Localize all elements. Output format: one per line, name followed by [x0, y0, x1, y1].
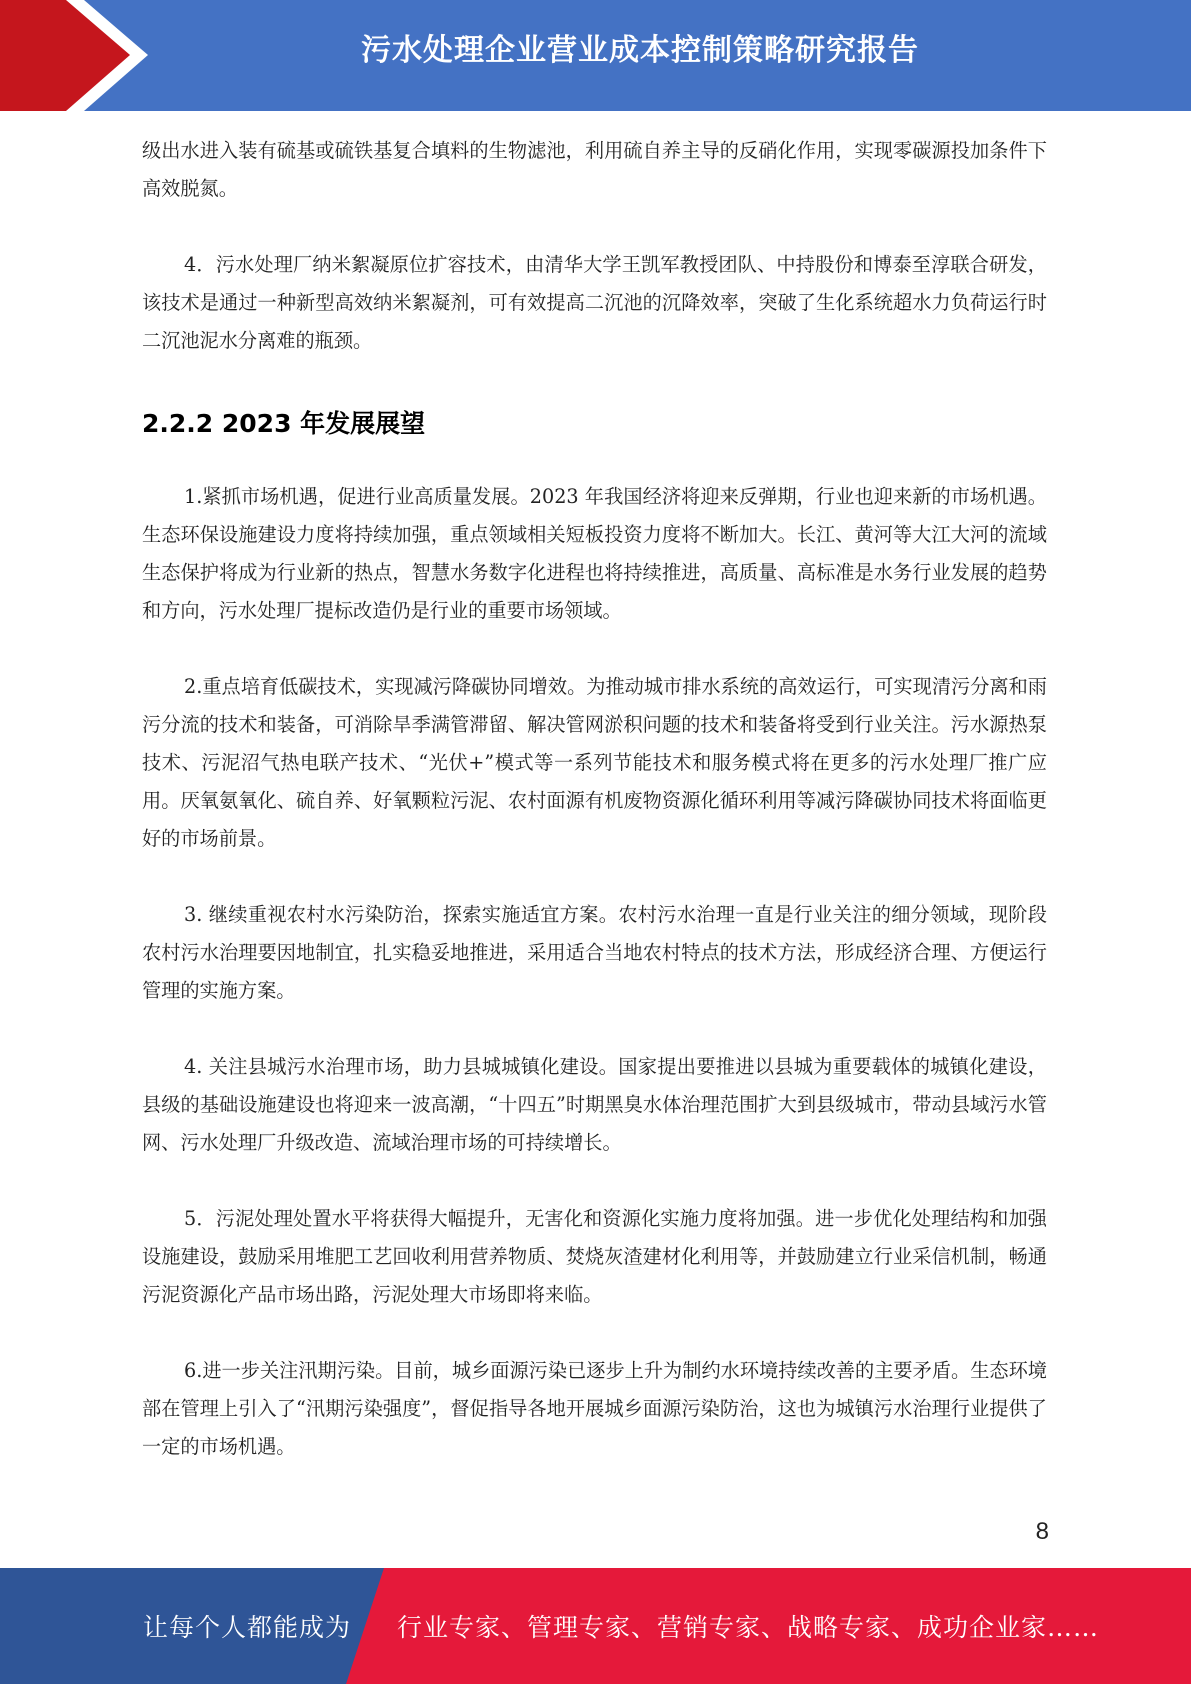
outlook-item-1: 1.紧抓市场机遇，促进行业高质量发展。2023 年我国经济将迎来反弹期，行业也迎来新的市场机遇。生态环保设施建设力度将持续加强，重点领域相关短板投资力度将不断加大。长江、黄河等大江大河的流域生态保护将成为行业新的热点，智慧水务数字化进程也将持续推进，高质量、高标准是水务行业发展的趋势和方向，污水处理厂提标改造仍是行业的重要市场领域。 [142, 485, 1047, 622]
footer-slogan-left: 让每个人都能成为 [143, 1613, 352, 1642]
outlook-item-2: 2.重点培育低碳技术，实现减污降碳协同增效。为推动城市排水系统的高效运行，可实现清污分离和雨污分流的技术和装备，可消除旱季满管滞留、解决管网淤积问题的技术和装备将受到行业关注。污水源热泵技术、污泥沼气热电联产技术、“光伏+”模式等一系列节能技术和服务模式将在更多的污水处理厂推广应用。厌氧氨氧化、硫自养、好氧颗粒污泥、农村面源有机废物资源化循环利用等减污降碳协同技术将面临更好的市场前景。 [142, 675, 1047, 850]
page-body [142, 132, 1047, 1466]
footer-slogan-right: 行业专家、管理专家、营销专家、战略专家、成功企业家…… [397, 1613, 1100, 1642]
page-number: 8 [1035, 1518, 1049, 1545]
outlook-item-3: 3. 继续重视农村水污染防治，探索实施适宜方案。农村污水治理一直是行业关注的细分领域，现阶段农村污水治理要因地制宜，扎实稳妥地推进，采用适合当地农村特点的技术方法，形成经济合理、方便运行管理的实施方案。 [142, 903, 1047, 1002]
outlook-item-6: 6.进一步关注汛期污染。目前，城乡面源污染已逐步上升为制约水环境持续改善的主要矛盾。生态环境部在管理上引入了“汛期污染强度”，督促指导各地开展城乡面源污染防治，这也为城镇污水治理行业提供了一定的市场机遇。 [142, 1359, 1047, 1458]
report-title: 污水处理企业营业成本控制策略研究报告 [361, 33, 919, 68]
page-footer [0, 1568, 1191, 1684]
outlook-item-5: 5．污泥处理处置水平将获得大幅提升，无害化和资源化实施力度将加强。进一步优化处理结构和加强设施建设，鼓励采用堆肥工艺回收利用营养物质、焚烧灰渣建材化利用等，并鼓励建立行业采信机制，畅通污泥资源化产品市场出路，污泥处理大市场即将来临。 [142, 1207, 1047, 1306]
section-heading: 2.2.2 2023 年发展展望 [142, 409, 426, 438]
tech-item-4-paragraph: 4．污水处理厂纳米絮凝原位扩容技术，由清华大学王凯军教授团队、中持股份和博泰至淳联合研发，该技术是通过一种新型高效纳米絮凝剂，可有效提高二沉池的沉降效率，突破了生化系统超水力负荷运行时二沉池泥水分离难的瓶颈。 [142, 253, 1047, 352]
page-header [0, 0, 1191, 111]
continuation-paragraph: 级出水进入装有硫基或硫铁基复合填料的生物滤池，利用硫自养主导的反硝化作用，实现零碳源投加条件下高效脱氮。 [142, 139, 1047, 200]
outlook-item-4: 4. 关注县城污水治理市场，助力县城城镇化建设。国家提出要推进以县城为重要载体的城镇化建设，县级的基础设施建设也将迎来一波高潮，“十四五”时期黑臭水体治理范围扩大到县级城市，带动县域污水管网、污水处理厂升级改造、流域治理市场的可持续增长。 [142, 1055, 1047, 1154]
